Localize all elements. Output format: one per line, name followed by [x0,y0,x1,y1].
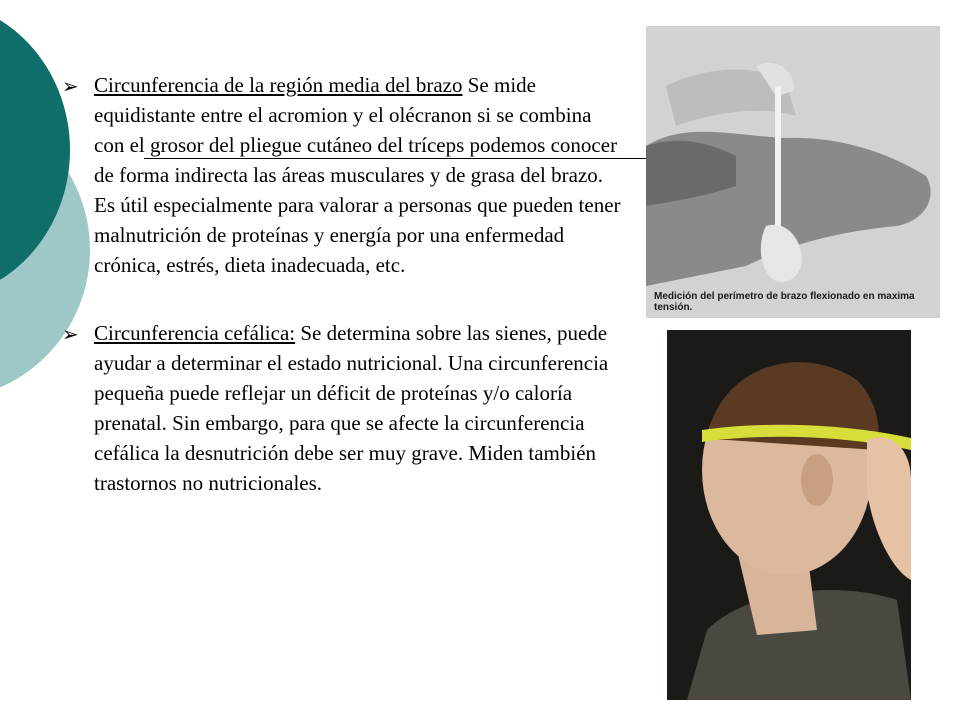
bullet-text: Se determina sobre las sienes, puede ayudar a determinar el estado nutricional. Una circunferencia pequeña puede reflejar un déficit de proteínas y/o caloría prenatal. Sin embargo, para que se afecte la circunferencia cefálica la desnutrición debe ser muy grave. Miden también trastornos no nutricionales. [94,321,609,495]
bullet-heading: Circunferencia de la región media del brazo [94,73,463,97]
arrow-bullet-icon: ➢ [62,324,79,346]
arrow-bullet-icon: ➢ [62,76,79,98]
head-measurement-photo [667,330,911,700]
arm-measurement-photo [646,26,940,318]
bullet-arm-circumference [62,70,622,280]
bullet-list [62,70,622,498]
bullet-head-circumference [62,318,622,498]
bullet-text: Se mide equidistante entre el acromion y el olécranon si se combina con el grosor del pliegue cutáneo del tríceps podemos conocer de forma indirecta las áreas musculares y de grasa del brazo. Es útil especialmente para valorar a personas que pueden tener malnutrición de proteínas y energía por una enfermedad crónica, estrés, dieta inadecuada, etc. [94,73,621,277]
horizontal-rule [144,158,649,159]
photo-caption: Medición del perímetro de brazo flexionado en maxima tensión. [654,291,915,313]
bullet-heading: Circunferencia cefálica: [94,321,296,345]
